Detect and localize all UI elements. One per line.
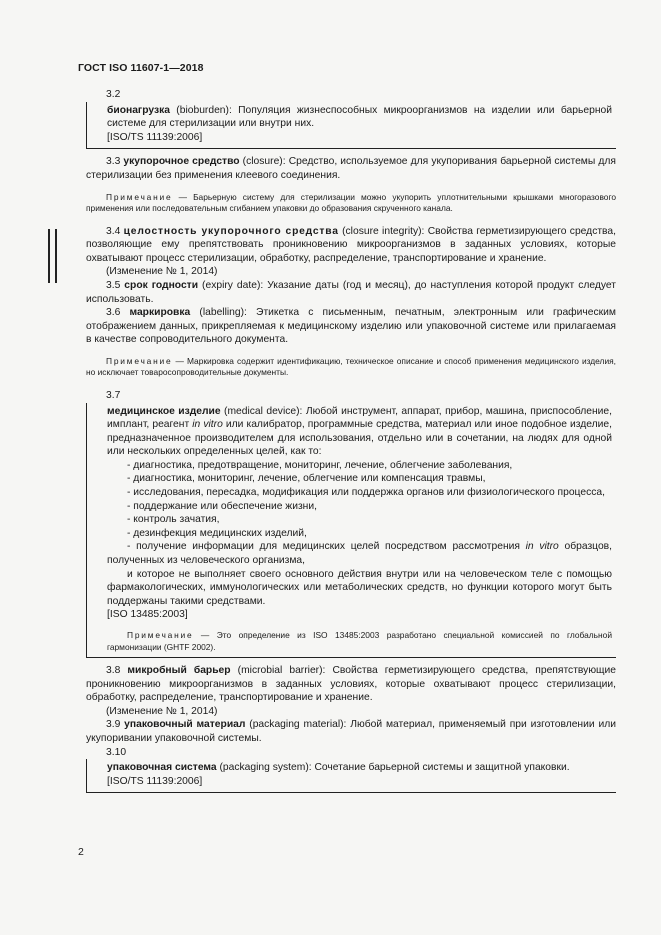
list-item: - дезинфекция медицинских изделий,: [127, 527, 307, 539]
term-definition: 3.3 укупорочное средство (closure): Средство, используемое для укупоривания барьерной системы для стерилизации без применения клеевого соединения.: [86, 156, 616, 181]
page-number: 2: [78, 846, 84, 858]
term-name: маркировка: [129, 307, 191, 319]
term-reference: [ISO/TS 11139:2006]: [107, 131, 203, 143]
term-name: упаковочная система: [107, 762, 217, 774]
term-box: [86, 102, 616, 150]
list-item: - контроль зачатия,: [127, 514, 220, 526]
term-number: 3.2: [106, 89, 121, 100]
document-body: [86, 88, 616, 793]
term-name: медицинское изделие: [107, 405, 221, 417]
change-bar: [48, 229, 50, 283]
term-definition: 3.9 упаковочный материал (packaging material): Любой материал, применяемый при изготовлении или укупоривании упаковочной системы.: [86, 719, 616, 744]
term-definition: 3.4 целостность укупорочного средства (closure integrity): Свойства герметизирующего средства, позволяющие ему препятствовать проникновению микроорганизмов в заданных условиях, которые охватывают процесс стерилизации, обработку, распределение, транспортирование и хранение.: [86, 225, 616, 264]
term-definition-tail: и которое не выполняет своего основного действия внутри или на человеческом теле с помощью фармакологических, иммунологических или метаболических средств, но функции которого могут быть поддержаны такими средствами.: [107, 568, 612, 607]
list-item: - диагностика, мониторинг, лечение, облегчение или компенсация травмы,: [127, 473, 486, 485]
term-note: Примечание — Это определение из ISO 13485:2003 разработано специальной комиссией по глобальной гармонизации (GHTF 2002).: [107, 630, 612, 652]
term-number: 3.7: [106, 389, 121, 401]
term-reference: [ISO 13485:2003]: [107, 609, 188, 621]
term-definition: упаковочная система (packaging system): Сочетание барьерной системы и защитной упаковки.: [107, 762, 570, 774]
term-definition: 3.5 срок годности (expiry date): Указание даты (год и месяц), до наступления которой продукт следует использовать.: [86, 279, 616, 305]
term-definition: 3.6 маркировка (labelling): Этикетка с письменным, печатным, электронным или графическим отображением данных, прикрепляемая к медицинскому изделию или упаковочной системе или прилагаемая в качестве сопроводительного документа.: [86, 307, 616, 346]
term-name: микробный барьер: [127, 665, 231, 676]
change-note: (Изменение № 1, 2014): [106, 266, 218, 278]
list-item: - исследования, пересадка, модификация или поддержка органов или физиологического процесса,: [127, 487, 605, 499]
standard-header: ГОСТ ISO 11607-1—2018: [78, 62, 204, 74]
term-note: Примечание — Маркировка содержит идентификацию, техническое описание и способ применения медицинского изделия, но исключает товаросопроводительные документы.: [86, 355, 616, 378]
change-bar: [55, 229, 57, 283]
term-name: срок годности: [124, 279, 199, 291]
term-box: [86, 759, 616, 793]
list-item: - поддержание или обеспечение жизни,: [127, 500, 317, 512]
term-name: укупорочное средство: [123, 156, 240, 168]
term-definition: 3.8 микробный барьер (microbial barrier): Свойства герметизирующего средства, препятствующие проникновению микроорганизмов в заданных условиях, которые охватывают процесс стерилизации, обработку, распределение, транспортирование и хранение.: [86, 665, 616, 704]
term-definition: бионагрузка (bioburden): Популяция жизнеспособных микроорганизмов на изделии или барьерной системе для стерилизации или внутри них.: [107, 104, 612, 130]
list-item: - диагностика, предотвращение, мониторинг, лечение, облегчение заболевания,: [127, 459, 513, 471]
term-name: бионагрузка: [107, 104, 170, 116]
term-name: упаковочный материал: [124, 719, 246, 731]
term-box: [86, 403, 616, 659]
term-number: 3.10: [106, 746, 127, 758]
term-definition: медицинское изделие (medical device): Любой инструмент, аппарат, прибор, машина, приспособление, имплант, реагент in vitro или калибратор, программные средства, материал или иное подобное изделие, предназначенное производителем для использования, отдельно или в сочетании, на людях для одной или нескольких определенных целей, как то:: [107, 405, 613, 458]
term-note: Примечание — Барьерную систему для стерилизации можно укупорить уплотнительными крышками многоразового применения или последовательным сгибанием упаковки до образования скрученного канала.: [86, 191, 616, 214]
term-reference: [ISO/TS 11139:2006]: [107, 775, 203, 787]
term-name: целостность укупорочного средства: [123, 225, 339, 237]
change-note: (Изменение № 1, 2014): [106, 705, 218, 717]
list-item: - получение информации для медицинских целей посредством рассмотрения in vitro образцов, полученных из человеческого организма,: [107, 541, 613, 567]
